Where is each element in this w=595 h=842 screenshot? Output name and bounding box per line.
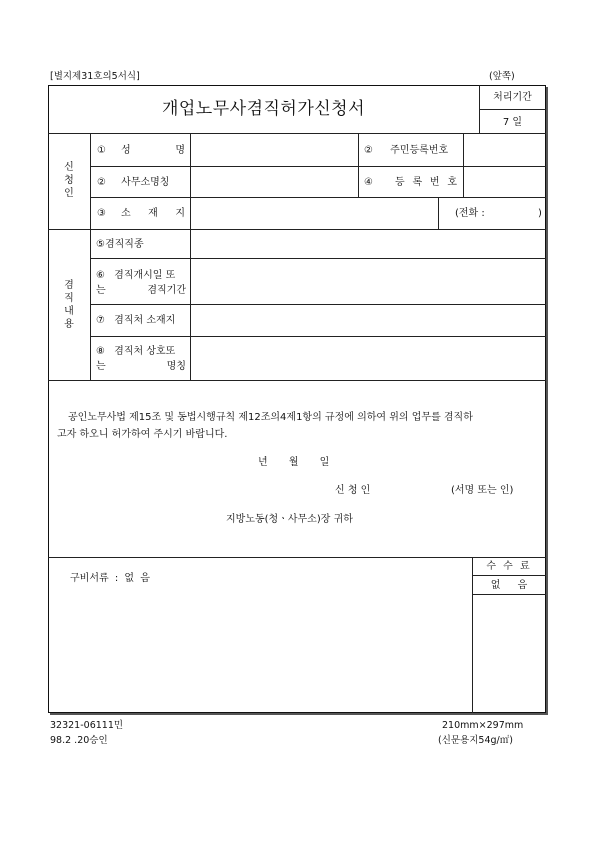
paper-size: 210mm×297mm xyxy=(442,720,524,731)
trade-name-field[interactable] xyxy=(191,337,546,380)
start-date-field[interactable] xyxy=(191,259,546,304)
processing-period-value: 7 일 xyxy=(502,117,523,128)
required-documents: 구비서류 : 없 음 xyxy=(70,573,150,584)
group-char: 겸 xyxy=(64,280,74,291)
paper-type: (신문용지54g/㎡) xyxy=(438,735,513,746)
circled-number: ⑥ xyxy=(96,270,105,281)
applicant-group-label xyxy=(48,161,90,200)
page-side-label: (앞쪽) xyxy=(489,71,515,82)
statement-line1: 공인노무사법 제15조 및 동법시행규칙 제12조의4제1항의 규정에 의하여 위의 업무를 겸직하 xyxy=(68,412,473,423)
name-field[interactable] xyxy=(191,134,357,166)
trade-name-label-line1 xyxy=(96,345,175,358)
group-char: 내 xyxy=(64,306,74,317)
statement-line2: 고자 하오니 허가하여 주시기 바랍니다. xyxy=(57,429,228,440)
date-line: 년 월 일 xyxy=(258,457,330,468)
recipient-line: 지방노동(청ㆍ사무소)장 귀하 xyxy=(226,514,353,525)
start-date-label-text: 는 xyxy=(96,285,106,296)
job-type-field[interactable] xyxy=(191,230,546,258)
job-location-label xyxy=(96,314,175,327)
circled-number: ③ xyxy=(97,208,106,219)
fee-label: 수 수 료 xyxy=(486,561,532,572)
start-date-label-line1 xyxy=(96,269,175,282)
concurrent-group-label xyxy=(48,279,90,331)
group-char: 인 xyxy=(64,188,74,199)
rrn-label-text: 주민등록번호 xyxy=(390,145,449,156)
registration-number-label: ④ 등 록 번 호 xyxy=(364,177,457,188)
start-date-label-line2 xyxy=(96,284,186,297)
group-char: 직 xyxy=(64,293,74,304)
job-location-field[interactable] xyxy=(191,305,546,336)
form-title: 개업노무사겸직허가신청서 xyxy=(161,99,366,119)
circled-number: ⑧ xyxy=(96,346,105,357)
job-location-label-text: 겸직처 소재지 xyxy=(114,315,176,326)
approval-date: 98.2 .20승인 xyxy=(50,735,108,746)
rule-phone-col xyxy=(438,197,439,229)
group-char: 청 xyxy=(64,175,74,186)
form-number: [별지제31호의5서식] xyxy=(50,71,140,82)
circled-number: ② xyxy=(97,177,106,188)
office-name-label-text: 사무소명칭 xyxy=(121,177,170,188)
phone-label: (전화 : xyxy=(455,208,485,219)
trade-name-label-line2 xyxy=(96,360,186,373)
rule-processing-mid xyxy=(479,109,546,110)
circled-number: ② xyxy=(364,145,373,156)
circled-number: ⑦ xyxy=(96,315,105,326)
name-label: ① 성 명 xyxy=(97,145,185,156)
processing-period-label: 처리기간 xyxy=(493,92,532,103)
rrn-field[interactable] xyxy=(464,134,546,166)
applicant-sign-label: 신 청 인 xyxy=(335,485,371,496)
trade-name-label-text: 명칭 xyxy=(166,361,186,372)
rrn-label xyxy=(364,144,460,157)
address-field[interactable] xyxy=(191,198,437,229)
circled-number: ④ xyxy=(364,177,373,188)
circled-number: ① xyxy=(97,145,106,156)
rule-fee-bottom xyxy=(472,594,546,595)
rule-content-bottom xyxy=(48,380,546,381)
group-char: 신 xyxy=(64,162,74,173)
rule-mid-col xyxy=(358,133,359,197)
form-code: 32321-06111민 xyxy=(50,720,124,731)
office-name-field[interactable] xyxy=(191,167,357,197)
fee-value: 없 음 xyxy=(490,580,528,591)
rule-fee-mid xyxy=(472,575,546,576)
trade-name-label-text: 겸직처 상호또 xyxy=(114,346,176,357)
trade-name-label-text: 는 xyxy=(96,361,106,372)
rule-group-col xyxy=(90,133,91,380)
job-type-label: ⑤겸직직종 xyxy=(96,239,144,250)
group-char: 용 xyxy=(64,319,74,330)
phone-close: ) xyxy=(538,208,542,219)
start-date-label-text: 겸직기간 xyxy=(147,285,186,296)
start-date-label-text: 겸직개시일 또 xyxy=(114,270,176,281)
address-label: ③ 소 재 지 xyxy=(97,208,185,219)
signature-note: (서명 또는 인) xyxy=(451,485,514,496)
registration-number-field[interactable] xyxy=(464,167,546,197)
office-name-label xyxy=(97,176,189,189)
